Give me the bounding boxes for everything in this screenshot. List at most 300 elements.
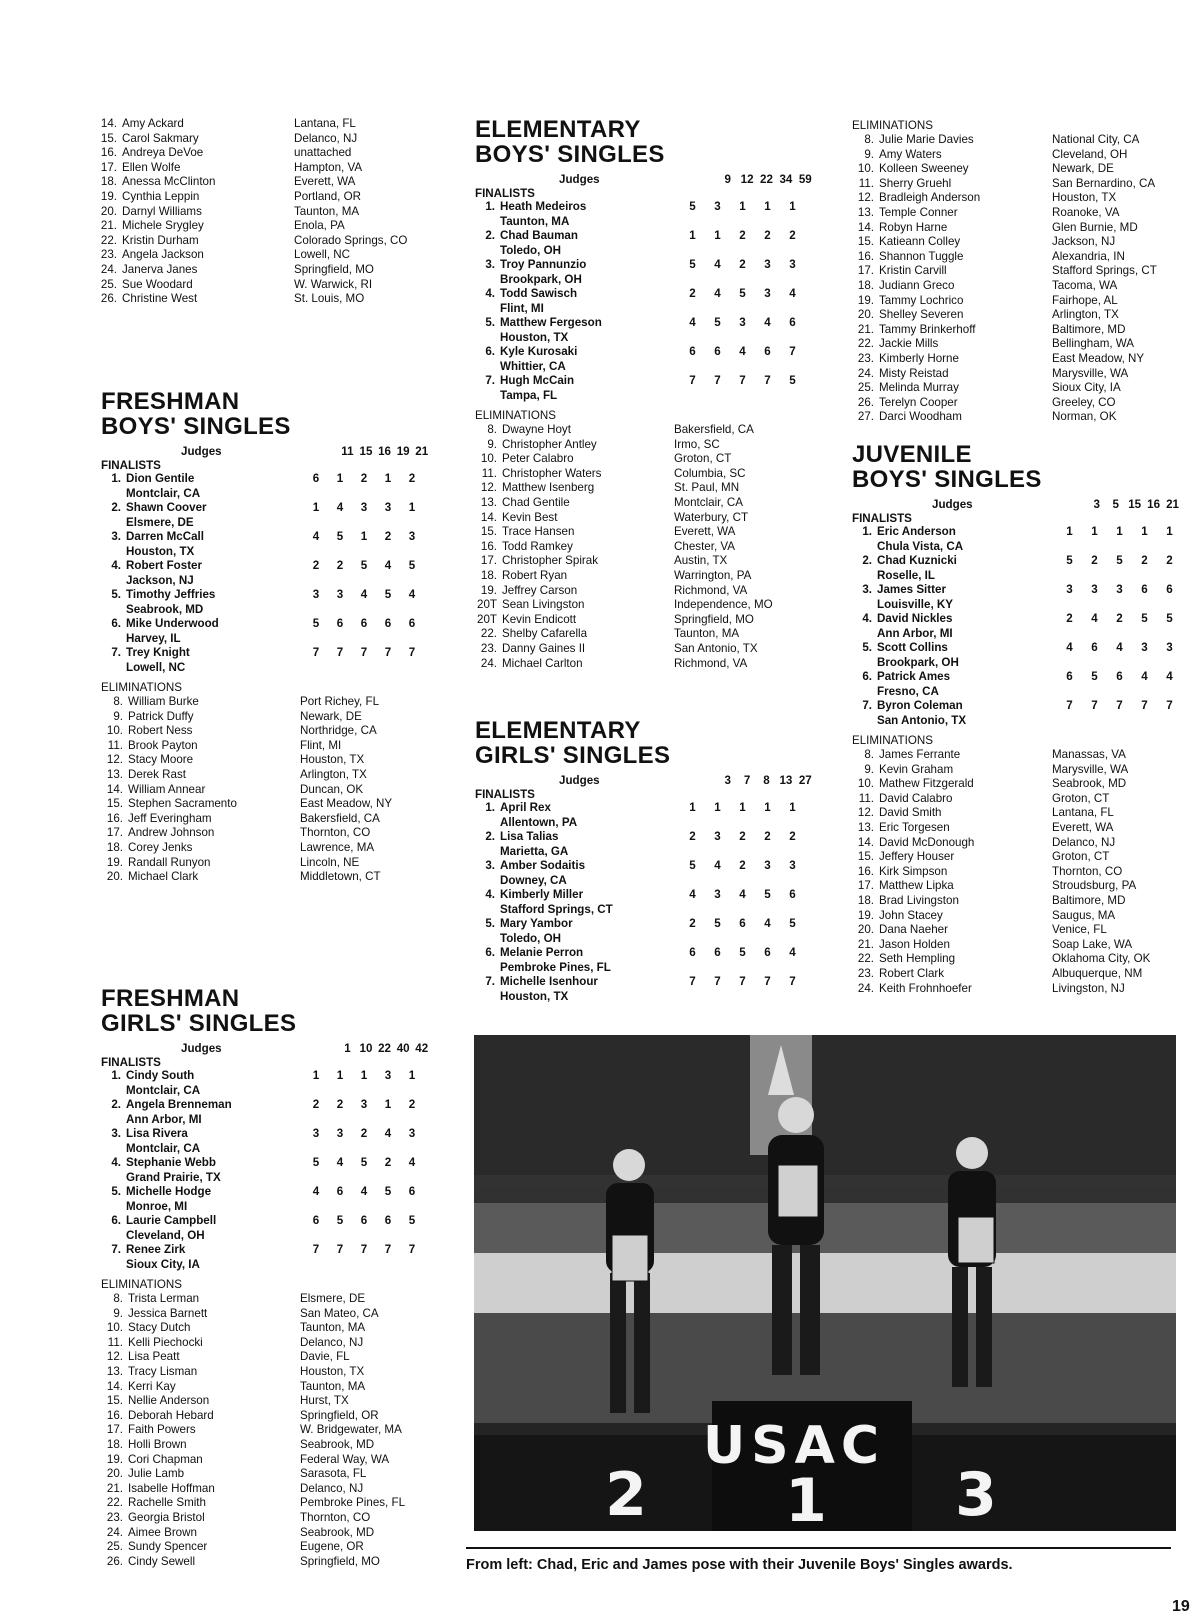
finalists-label: FINALISTS — [475, 788, 535, 801]
finalist-rank: 6. — [485, 345, 495, 358]
list-item — [101, 1307, 431, 1322]
finalist-entry — [101, 1185, 431, 1214]
finalist-city: Louisville, KY — [877, 597, 954, 611]
finalist-entry — [101, 501, 431, 530]
skater-city: Seabrook, MD — [300, 1437, 375, 1451]
judge-score: 6 — [312, 1214, 320, 1227]
rank-number: 25. — [106, 1540, 123, 1554]
judge-score: 3 — [360, 1098, 368, 1111]
skater-name: Darnyl Williams — [122, 204, 202, 218]
finalist-skater: Todd Sawisch — [500, 287, 578, 300]
skater-name: Stacy Moore — [128, 753, 194, 767]
judge-score: 3 — [789, 859, 796, 872]
rank-number: 15. — [480, 525, 497, 539]
finalist-scores — [304, 1069, 424, 1084]
finalist-scores — [304, 1243, 424, 1258]
finalist-entry — [101, 559, 431, 588]
judge-score: 7 — [1091, 699, 1098, 712]
podium-place-1: 1 — [785, 1466, 827, 1531]
skater-name: Nellie Anderson — [128, 1394, 210, 1408]
finalist-scores — [680, 975, 805, 990]
rank-number: 25. — [857, 381, 874, 395]
skater-city: Lowell, NC — [294, 248, 351, 262]
rank-number: 23. — [480, 641, 497, 655]
judge-number: 21 — [1166, 498, 1179, 511]
judge-score: 6 — [1141, 583, 1148, 596]
judge-number: 7 — [743, 774, 751, 787]
judge-score: 3 — [764, 258, 771, 271]
rank-number: 24. — [100, 262, 117, 276]
list-item — [852, 894, 1182, 909]
skater-city: Baltimore, MD — [1052, 893, 1126, 907]
judge-score: 5 — [360, 559, 368, 572]
finalist-city: Roselle, IL — [877, 568, 935, 582]
rank-number: 13. — [857, 205, 874, 219]
judge-score: 2 — [739, 859, 746, 872]
finalist-city: Lowell, NC — [126, 660, 186, 674]
finalist-entry — [101, 530, 431, 559]
skater-name: Ellen Wolfe — [122, 160, 181, 174]
finalist-scores — [680, 258, 805, 273]
skater-city: Groton, CT — [1052, 791, 1110, 805]
rank-number: 13. — [857, 820, 874, 834]
finalist-entry — [852, 699, 1182, 728]
judge-score: 6 — [764, 946, 771, 959]
list-item — [101, 695, 431, 710]
skater-city: Glen Burnie, MD — [1052, 220, 1138, 234]
list-item — [101, 1526, 431, 1541]
skater-city: Sioux City, IA — [1052, 381, 1121, 395]
judge-score: 4 — [312, 1185, 320, 1198]
judge-score: 1 — [336, 472, 344, 485]
skater-city: Oklahoma City, OK — [1052, 952, 1151, 966]
finalist-name — [101, 530, 204, 545]
skater-name: Michael Carlton — [502, 656, 583, 670]
skater-name: Danny Gaines II — [502, 641, 586, 655]
skater-city: Springfield, OR — [300, 1408, 379, 1422]
skater-city: Delanco, NJ — [300, 1335, 364, 1349]
finalist-skater: Mary Yambor — [500, 917, 573, 930]
finalist-name — [101, 1156, 216, 1171]
judges-row — [475, 774, 815, 788]
judges-row — [475, 173, 815, 187]
list-item — [101, 1423, 431, 1438]
skater-city: Cleveland, OH — [1052, 147, 1128, 161]
award-photo-illustration — [474, 1035, 1176, 1531]
judge-score: 2 — [764, 229, 771, 242]
judge-score: 1 — [408, 501, 416, 514]
results-list — [852, 748, 1182, 996]
judge-score: 5 — [336, 1214, 344, 1227]
list-item — [852, 191, 1182, 206]
finalist-scores — [680, 888, 805, 903]
finalist-skater: Mike Underwood — [126, 617, 219, 630]
judge-number: 19 — [396, 445, 410, 458]
finalist-city: Taunton, MA — [500, 214, 570, 228]
rank-number: 22. — [100, 233, 117, 247]
finalist-city: Toledo, OH — [500, 931, 561, 945]
judge-score: 2 — [764, 830, 771, 843]
judge-score: 5 — [384, 1185, 392, 1198]
finalist-skater: Darren McCall — [126, 530, 204, 543]
finalist-scores — [680, 859, 805, 874]
skater-name: Cori Chapman — [128, 1452, 203, 1466]
list-item — [101, 739, 431, 754]
finalist-skater: Heath Medeiros — [500, 200, 587, 213]
judge-score: 3 — [360, 501, 368, 514]
skater-name: Temple Conner — [879, 205, 958, 219]
judge-score: 4 — [1141, 670, 1148, 683]
judge-score: 5 — [312, 617, 320, 630]
judge-score: 6 — [764, 345, 771, 358]
results-list — [101, 695, 431, 885]
judge-score: 1 — [1091, 525, 1098, 538]
rank-number: 18. — [480, 568, 497, 582]
finalist-entry — [101, 617, 431, 646]
skater-name: Shelley Severen — [879, 308, 964, 322]
judge-score: 4 — [789, 287, 796, 300]
finalist-city: Montclair, CA — [126, 486, 201, 500]
finalist-city: Flint, MI — [500, 301, 544, 315]
skater-name: Shelby Cafarella — [502, 627, 588, 641]
finalist-city: Cleveland, OH — [126, 1228, 205, 1242]
judge-score: 1 — [384, 1098, 392, 1111]
rank-number: 23. — [100, 248, 117, 262]
rank-number: 19. — [857, 293, 874, 307]
judge-score: 4 — [689, 316, 696, 329]
skater-name: Dwayne Hoyt — [502, 423, 571, 436]
judges-label: Judges — [932, 498, 973, 511]
list-item — [475, 598, 815, 613]
section-title-line2: GIRLS' SINGLES — [101, 1010, 297, 1037]
rank-number: 8. — [864, 748, 874, 761]
rank-number: 25. — [100, 277, 117, 291]
rank-number: 17. — [106, 826, 123, 840]
skater-city: Seabrook, MD — [1052, 777, 1127, 791]
rank-number: 15. — [106, 797, 123, 811]
list-item — [95, 190, 407, 205]
finalist-rank: 3. — [111, 530, 121, 543]
judge-score: 1 — [789, 801, 796, 814]
skater-name: Kevin Graham — [879, 762, 954, 776]
finalist-name — [101, 1098, 232, 1113]
list-item — [852, 381, 1182, 396]
skater-city: Hampton, VA — [294, 160, 363, 174]
skater-city: Sarasota, FL — [300, 1467, 367, 1481]
finalist-rank: 7. — [862, 699, 872, 712]
list-item — [852, 162, 1182, 177]
finalist-name — [475, 345, 577, 360]
judge-score: 2 — [408, 1098, 416, 1111]
finalist-scores — [304, 1098, 424, 1113]
rank-number: 14. — [100, 117, 117, 130]
finalist-entry — [475, 888, 815, 917]
rank-number: 20. — [857, 308, 874, 322]
finalist-skater: Renee Zirk — [126, 1243, 186, 1256]
finalist-rank: 4. — [111, 559, 121, 572]
skater-name: William Annear — [128, 782, 206, 796]
finalist-rank: 2. — [111, 501, 121, 514]
judge-score: 6 — [384, 617, 392, 630]
finalist-skater: April Rex — [500, 801, 551, 814]
list-item — [852, 879, 1182, 894]
judge-score: 1 — [336, 1069, 344, 1082]
skater-city: Irmo, SC — [674, 437, 720, 451]
judge-score: 1 — [764, 801, 771, 814]
finalist-name — [101, 559, 202, 574]
rank-number: 18. — [100, 175, 117, 189]
rank-number: 15. — [857, 235, 874, 249]
skater-name: Peter Calabro — [502, 452, 574, 466]
skater-city: Springfield, MO — [674, 612, 754, 626]
judge-score: 5 — [739, 287, 746, 300]
finalist-rank: 3. — [485, 258, 495, 271]
finalist-scores — [680, 316, 805, 331]
judge-score: 4 — [764, 316, 771, 329]
skater-name: Carol Sakmary — [122, 131, 199, 145]
rank-number: 19. — [100, 189, 117, 203]
judge-number: 12 — [740, 173, 754, 186]
rank-number: 15. — [106, 1394, 123, 1408]
rank-number: 14. — [106, 782, 123, 796]
judge-score: 4 — [336, 1156, 344, 1169]
finalist-entry — [475, 258, 815, 287]
judge-score: 1 — [1116, 525, 1123, 538]
finalist-entry — [475, 946, 815, 975]
skater-city: Delanco, NJ — [294, 131, 358, 145]
list-item — [95, 146, 407, 161]
skater-name: Jessica Barnett — [128, 1306, 208, 1320]
rank-number: 20T — [477, 612, 497, 626]
judge-score: 7 — [336, 1243, 344, 1256]
finalist-rank: 2. — [111, 1098, 121, 1111]
rank-number: 26. — [857, 395, 874, 409]
judge-score: 6 — [360, 617, 368, 630]
skater-city: Bakersfield, CA — [674, 423, 754, 436]
skater-name: Misty Reistad — [879, 366, 949, 380]
rank-number: 10. — [480, 452, 497, 466]
podium-banner-text: USAC — [702, 1416, 886, 1476]
judge-number: 15 — [359, 445, 373, 458]
rank-number: 14. — [480, 510, 497, 524]
finalist-rank: 3. — [485, 859, 495, 872]
skater-name: Derek Rast — [128, 767, 186, 781]
judge-score: 6 — [384, 1214, 392, 1227]
skater-name: Matthew Isenberg — [502, 481, 595, 495]
judge-score: 6 — [360, 1214, 368, 1227]
list-item — [101, 797, 431, 812]
skater-city: St. Paul, MN — [674, 481, 740, 495]
finalist-skater: Matthew Fergeson — [500, 316, 602, 329]
judge-number: 16 — [378, 445, 392, 458]
list-item — [475, 642, 815, 657]
finalist-scores — [304, 1185, 424, 1200]
finalist-scores — [304, 472, 424, 487]
finalists-label: FINALISTS — [852, 512, 912, 525]
skater-name: Kristin Carvill — [879, 264, 947, 278]
finalist-scores — [680, 830, 805, 845]
rank-number: 8. — [113, 1292, 123, 1305]
list-item — [101, 710, 431, 725]
judge-score: 6 — [714, 345, 721, 358]
list-item — [475, 657, 815, 672]
judge-score: 5 — [1141, 612, 1148, 625]
skater-name: Brad Livingston — [879, 893, 959, 907]
skater-name: Sean Livingston — [502, 598, 585, 612]
finalist-city: Downey, CA — [500, 873, 567, 887]
judge-score: 2 — [689, 830, 696, 843]
judge-score: 3 — [1091, 583, 1098, 596]
finalist-rank: 6. — [111, 617, 121, 630]
finalist-entry — [852, 612, 1182, 641]
finalist-name — [475, 888, 583, 903]
finalist-skater: Cindy South — [126, 1069, 195, 1082]
skater-name: Robert Ryan — [502, 568, 568, 582]
judge-number: 5 — [1112, 498, 1119, 511]
finalist-rank: 2. — [862, 554, 872, 567]
rank-number: 9. — [487, 437, 497, 451]
judge-number: 59 — [798, 173, 812, 186]
finalist-entry — [101, 646, 431, 675]
skater-name: Jeff Everingham — [128, 811, 212, 825]
judge-score: 7 — [764, 975, 771, 988]
judge-score: 5 — [408, 1214, 416, 1227]
list-item — [852, 748, 1182, 763]
skater-city: Fairhope, AL — [1052, 293, 1118, 307]
rank-number: 11. — [858, 791, 874, 805]
judge-score: 6 — [789, 316, 796, 329]
judges-label: Judges — [181, 1042, 222, 1055]
finalist-rank: 1. — [485, 801, 495, 814]
rank-number: 16. — [100, 146, 117, 160]
finalist-rank: 6. — [862, 670, 872, 683]
results-list — [95, 117, 407, 307]
judge-score: 4 — [739, 888, 746, 901]
skater-name: John Stacey — [879, 908, 943, 922]
list-item — [475, 511, 815, 526]
finalist-rank: 7. — [111, 1243, 121, 1256]
rank-number: 9. — [864, 762, 874, 776]
rank-number: 10. — [857, 162, 874, 176]
finalist-entry — [852, 554, 1182, 583]
list-item — [101, 870, 431, 885]
finalist-skater: Chad Bauman — [500, 229, 578, 242]
finalist-city: Chula Vista, CA — [877, 539, 964, 553]
skater-name: Michele Srygley — [122, 219, 204, 233]
finalist-rank: 7. — [485, 975, 495, 988]
skater-name: Angela Jackson — [122, 248, 204, 262]
list-item — [852, 792, 1182, 807]
rank-number: 10. — [857, 777, 874, 791]
rank-number: 18. — [857, 893, 874, 907]
finalist-skater: Shawn Coover — [126, 501, 207, 514]
list-item — [95, 292, 407, 307]
results-list — [852, 133, 1182, 425]
judge-number: 11 — [341, 445, 354, 458]
finalist-skater: Troy Pannunzio — [500, 258, 587, 271]
judge-score: 4 — [384, 1127, 392, 1140]
judge-score: 3 — [714, 200, 721, 213]
list-item — [95, 132, 407, 147]
skater-city: Lawrence, MA — [300, 840, 375, 854]
judge-score: 7 — [384, 646, 392, 659]
skater-city: Taunton, MA — [300, 1379, 366, 1393]
judge-score: 6 — [1066, 670, 1073, 683]
skater-name: Robert Ness — [128, 724, 193, 738]
skater-city: Houston, TX — [300, 1364, 365, 1378]
list-item — [95, 161, 407, 176]
eliminations-label: ELIMINATIONS — [852, 734, 933, 747]
skater-city: Port Richey, FL — [300, 695, 380, 708]
finalist-name — [852, 583, 946, 598]
finalist-skater: Patrick Ames — [877, 670, 951, 683]
finalist-scores — [680, 345, 805, 360]
finalist-scores — [304, 1214, 424, 1229]
judge-score: 3 — [739, 316, 746, 329]
list-item — [852, 763, 1182, 778]
judge-score: 1 — [739, 801, 746, 814]
skater-name: Todd Ramkey — [502, 539, 573, 553]
section-title-line2: BOYS' SINGLES — [852, 466, 1042, 493]
skater-name: Kolleen Sweeney — [879, 162, 969, 176]
skater-city: Eugene, OR — [300, 1540, 364, 1554]
rank-number: 11. — [858, 176, 874, 190]
skater-city: Everett, WA — [294, 175, 356, 189]
skater-name: Melinda Murray — [879, 381, 959, 395]
rank-number: 19. — [106, 855, 123, 869]
section-title-line2: BOYS' SINGLES — [101, 413, 291, 440]
skater-city: Taunton, MA — [294, 204, 360, 218]
list-item — [95, 234, 407, 249]
rank-number: 9. — [113, 1306, 123, 1320]
skater-city: Federal Way, WA — [300, 1452, 390, 1466]
skater-city: Elsmere, DE — [300, 1292, 366, 1305]
finalist-scores — [304, 559, 424, 574]
skater-city: Richmond, VA — [674, 656, 748, 670]
finalist-name — [475, 801, 551, 816]
judge-score: 7 — [408, 1243, 416, 1256]
finalist-rank: 6. — [485, 946, 495, 959]
skater-city: Thornton, CO — [300, 826, 371, 840]
judge-score: 7 — [384, 1243, 392, 1256]
rank-number: 21. — [857, 937, 874, 951]
list-item — [101, 1292, 431, 1307]
finalist-rank: 5. — [485, 316, 495, 329]
finalist-city: Seabrook, MD — [126, 602, 204, 616]
judge-score: 3 — [384, 501, 392, 514]
podium-place-2: 2 — [605, 1460, 647, 1530]
finalist-city: Houston, TX — [126, 544, 195, 558]
skater-name: Kelli Piechocki — [128, 1335, 203, 1349]
list-item — [475, 540, 815, 555]
judge-score: 7 — [714, 975, 721, 988]
finalist-city: Grand Prairie, TX — [126, 1170, 221, 1184]
skater-city: Arlington, TX — [300, 767, 367, 781]
section-title-line1: ELEMENTARY — [475, 116, 641, 143]
finalist-entry — [852, 525, 1182, 554]
finalist-scores — [1057, 583, 1182, 598]
skater-city: Thornton, CO — [1052, 864, 1123, 878]
section-title-line2: BOYS' SINGLES — [475, 141, 665, 168]
skater-name: David Calabro — [879, 791, 953, 805]
rank-number: 17. — [100, 160, 117, 174]
finalist-rank: 1. — [111, 472, 121, 485]
judge-score: 6 — [714, 946, 721, 959]
skater-name: Faith Powers — [128, 1423, 196, 1437]
list-item — [475, 467, 815, 482]
finalist-city: San Antonio, TX — [877, 713, 967, 727]
skater-name: Bradleigh Anderson — [879, 191, 981, 205]
